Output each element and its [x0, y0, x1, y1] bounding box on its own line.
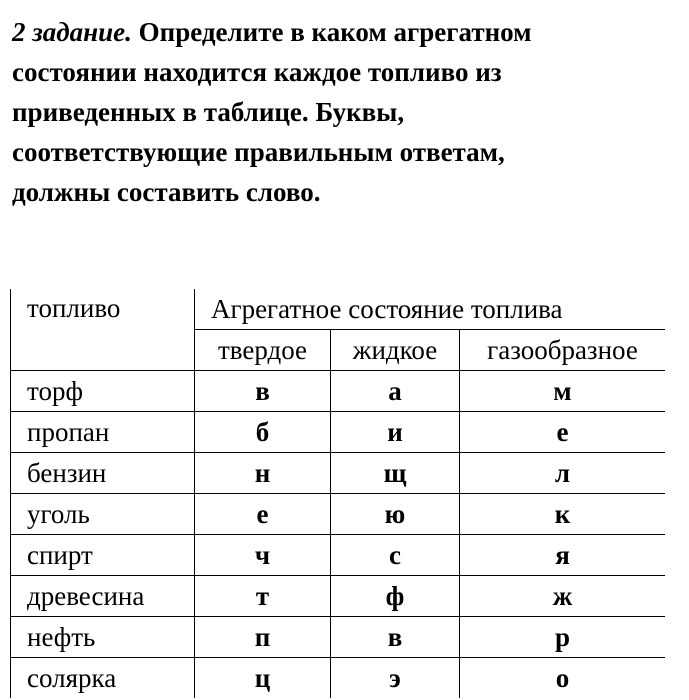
- table-row: [11, 371, 666, 412]
- table-row: [11, 535, 666, 576]
- table-row: [11, 494, 666, 535]
- liquid-letter-cell: в: [331, 617, 460, 658]
- fuel-name-cell: пропан: [11, 412, 195, 453]
- liquid-letter-cell: и: [331, 412, 460, 453]
- table-row: [11, 412, 666, 453]
- fuel-name-cell: спирт: [11, 535, 195, 576]
- solid-letter-cell: б: [195, 412, 331, 453]
- task-label: 2 задание.: [12, 17, 132, 47]
- fuel-name-cell: нефть: [11, 617, 195, 658]
- table-row: [11, 617, 666, 658]
- table-row: [11, 658, 666, 699]
- task-body: Определите в каком агрегатном состоянии находится каждое топливо из приведенных в таблице. Буквы, соответствующие правильным ответам, должны составить слово.: [12, 17, 532, 207]
- solid-letter-cell: п: [195, 617, 331, 658]
- gas-letter-cell: к: [460, 494, 666, 535]
- gas-letter-cell: м: [460, 371, 666, 412]
- solid-letter-cell: т: [195, 576, 331, 617]
- gas-letter-cell: е: [460, 412, 666, 453]
- solid-letter-cell: е: [195, 494, 331, 535]
- fuel-column-header: топливо: [11, 289, 195, 371]
- liquid-letter-cell: с: [331, 535, 460, 576]
- liquid-letter-cell: щ: [331, 453, 460, 494]
- solid-letter-cell: ч: [195, 535, 331, 576]
- table-row: [11, 576, 666, 617]
- solid-letter-cell: н: [195, 453, 331, 494]
- gas-letter-cell: р: [460, 617, 666, 658]
- subheader-liquid: жидкое: [331, 330, 460, 371]
- fuel-name-cell: торф: [11, 371, 195, 412]
- liquid-letter-cell: а: [331, 371, 460, 412]
- liquid-letter-cell: ю: [331, 494, 460, 535]
- table-row: [11, 453, 666, 494]
- subheader-gas: газообразное: [460, 330, 666, 371]
- header-row: [11, 289, 666, 330]
- fuel-table: [10, 289, 665, 698]
- fuel-name-cell: древесина: [11, 576, 195, 617]
- state-group-header: Агрегатное состояние топлива: [195, 289, 666, 330]
- fuel-name-cell: солярка: [11, 658, 195, 699]
- fuel-name-cell: бензин: [11, 453, 195, 494]
- fuel-name-cell: уголь: [11, 494, 195, 535]
- solid-letter-cell: в: [195, 371, 331, 412]
- subheader-solid: твердое: [195, 330, 331, 371]
- liquid-letter-cell: ф: [331, 576, 460, 617]
- task-text: [12, 12, 572, 212]
- solid-letter-cell: ц: [195, 658, 331, 699]
- gas-letter-cell: ж: [460, 576, 666, 617]
- liquid-letter-cell: э: [331, 658, 460, 699]
- gas-letter-cell: я: [460, 535, 666, 576]
- gas-letter-cell: о: [460, 658, 666, 699]
- gas-letter-cell: л: [460, 453, 666, 494]
